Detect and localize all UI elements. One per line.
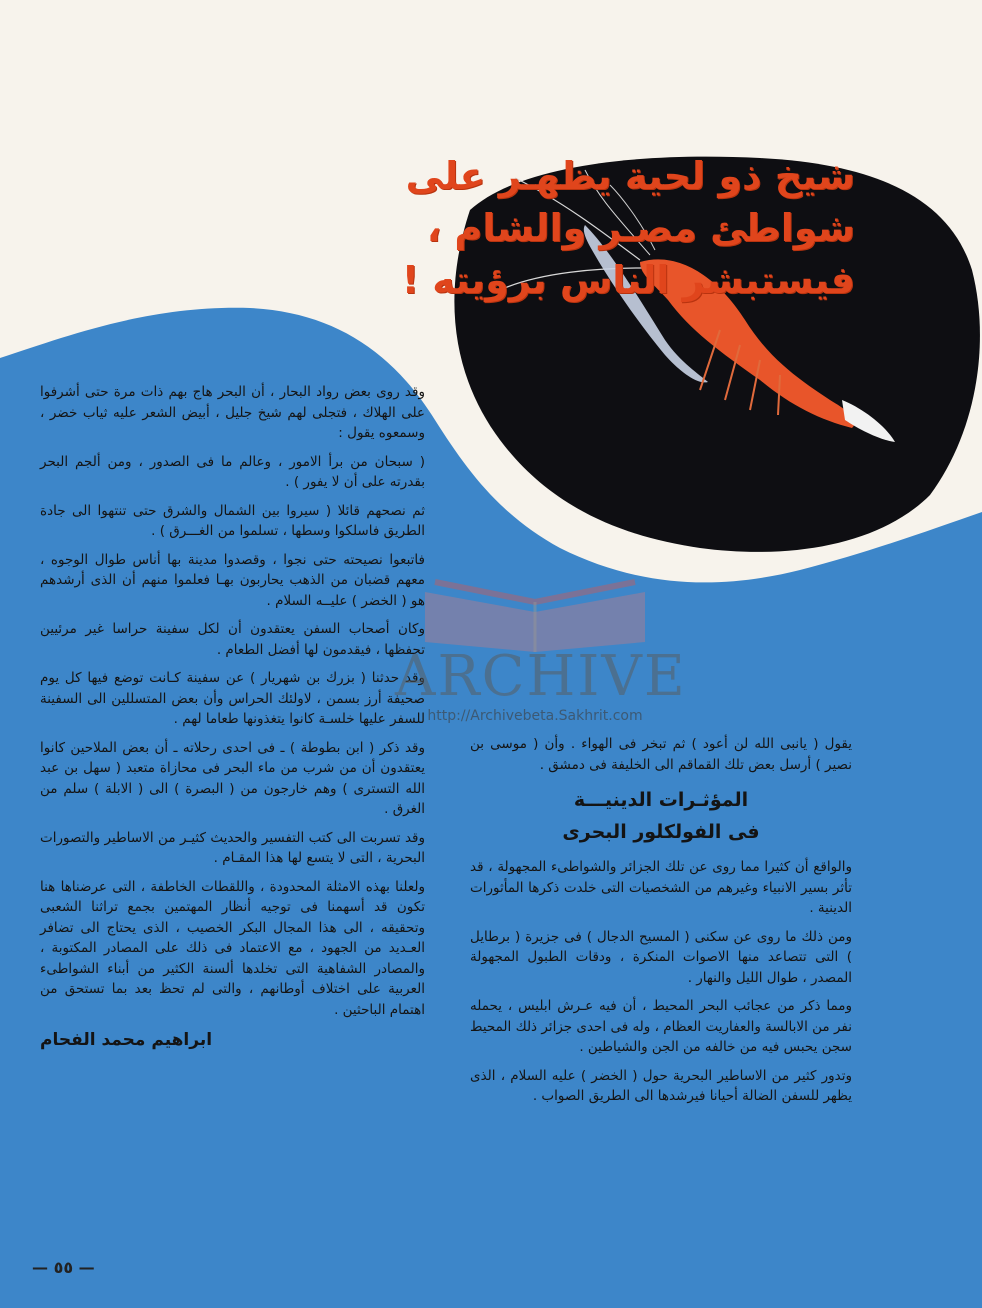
title-line-3: فيستبشر الناس برؤيته ! xyxy=(401,258,855,302)
left-paragraph-1: وقد روى بعض رواد البحار ، أن البحر هاج بهم ذات مرة حتى أشرفوا على الهلاك ، فتجلى لهم شيخ جليل ، أبيض الشعر عليه ثياب خضر ، وسمعوه يقول : xyxy=(40,384,425,441)
left-paragraph-7: وقد ذكر ( ابن بطوطة ) ـ فى احدى رحلاته ـ أن بعض الملاحين كانوا يعتقدون أن من شرب من ماء البحر فى محازاة متعبد ( سهل بن عبد الله التسترى ) وهم خارجون من ( البصرة ) الى ( الابلة ) سلم من الغرق . xyxy=(40,739,425,817)
title-line-1: شيخ ذو لحية يظهـر على xyxy=(405,154,855,198)
right-paragraph-3: ومما ذكر من عجائب البحر المحيط ، أن فيه عـرش ابليس ، يحمله نفر من الابالسة والعفاريت العظام ، وله فى احدى جزائر ذلك المحيط سجن يحبس فيه من خالفه من الجن والشياطين . xyxy=(470,998,852,1055)
watermark-url: http://Archivebeta.Sakhrit.com xyxy=(427,708,643,724)
left-paragraph-6: وقد حدثنا ( بزرك بن شهريار ) عن سفينة كـانت توضع فيها كل يوم صحيفة أرز بسمن ، لاولئك الحراس وأن بعض المتسللين الى السفينة للسفر عليها خلسـة كانوا يتغذونها طعاما لهم . xyxy=(40,670,425,727)
watermark-text: ARCHIVE xyxy=(395,644,687,709)
left-paragraph-2: ( سبحان من برأ الامور ، وعالم ما فى الصدور ، ومن ألجم البحر بقدرته على أن لا يفور ) . xyxy=(40,453,425,490)
title-line-2: شواطئ مصـر والشام ، xyxy=(426,206,855,250)
left-paragraph-4: فاتبعوا نصيحته حتى نجوا ، وقصدوا مدينة بها أناس طوال الوجوه ، معهم قضبان من الذهب يحاربون بهـا فعلموا منهم أن الذى أرشدهم هو ( الخضر ) عليــه السلام . xyxy=(40,551,425,609)
author-name: ابراهيم محمد الفحام xyxy=(40,1030,213,1050)
left-paragraph-9: ولعلنا بهذه الامثلة المحدودة ، واللقطات الخاطفة ، التى عرضناها هنا تكون قد أسهمنا فى توجيه أنظار المهتمين بجمع تراثنا الشعبى وتحقيقه ، الى هذا المجال البكر الخصيب ، الذى يحتاج الى تضافر العـديد من الجهود ، مع الاعتماد فى ذلك على المصادر المكتوبة ، والمصادر الشفاهية التى تخلدها ألسنة الكثير من أبناء الشواطىء العربية على اختلاف أوطانهم ، والتى لم تحظ بعد بما تستحق من اهتمام الباحثين . xyxy=(40,878,425,1018)
section-heading: المؤثـرات الدينيـــة xyxy=(573,789,749,811)
right-intro: يقول ( يانبى الله لن أعود ) ثم تبخر فى الهواء . وأن ( موسى بن نصير ) أرسل بعض تلك القماقم الى الخليفة فى دمشق . xyxy=(470,736,852,773)
article-title xyxy=(395,150,855,306)
archive-book-logo xyxy=(395,562,675,652)
right-column xyxy=(470,734,852,1115)
archive-watermark xyxy=(395,562,687,732)
left-column xyxy=(40,382,425,1051)
right-paragraph-4: وتدور كثير من الاساطير البحرية حول ( الخضر ) عليه السلام ، الذى يظهر للسفن الضالة أحيانا فيرشدها الى الطريق الصواب . xyxy=(470,1067,852,1104)
right-paragraph-1: والواقع أن كثيرا مما روى عن تلك الجزائر والشواطىء المجهولة ، قد تأثر بسير الانبياء وغيرهم من الشخصيات التى خلدت ذكرها المأثورات الدينية . xyxy=(470,859,852,916)
left-paragraph-5: وكان أصحاب السفن يعتقدون أن لكل سفينة حراسا غير مرئيين تحفظها ، فيقدمون لها أفضل الطعام . xyxy=(40,621,425,658)
right-paragraph-2: ومن ذلك ما روى عن سكنى ( المسيح الدجال ) فى جزيرة ( برطايل ) التى تتصاعد منها الاصوات المنكرة ، ودقات الطبول المجهولة المصدر ، طوال الليل والنهار . xyxy=(470,928,852,986)
page-number: — ٥٥ — xyxy=(32,1258,95,1277)
section-subheading: فى الفولكلور البحرى xyxy=(562,821,760,843)
left-paragraph-8: وقد تسربت الى كتب التفسير والحديث كثيـر من الاساطير والتصورات البحرية ، التى لا يتسع لها هذا المقـام . xyxy=(40,829,425,866)
left-paragraph-3: ثم نصحهم قائلا ( سيروا بين الشمال والشرق حتى تنتهوا الى جادة الطريق فاسلكوا وسطها ، تسلموا من الغـــرق ) . xyxy=(40,502,425,539)
